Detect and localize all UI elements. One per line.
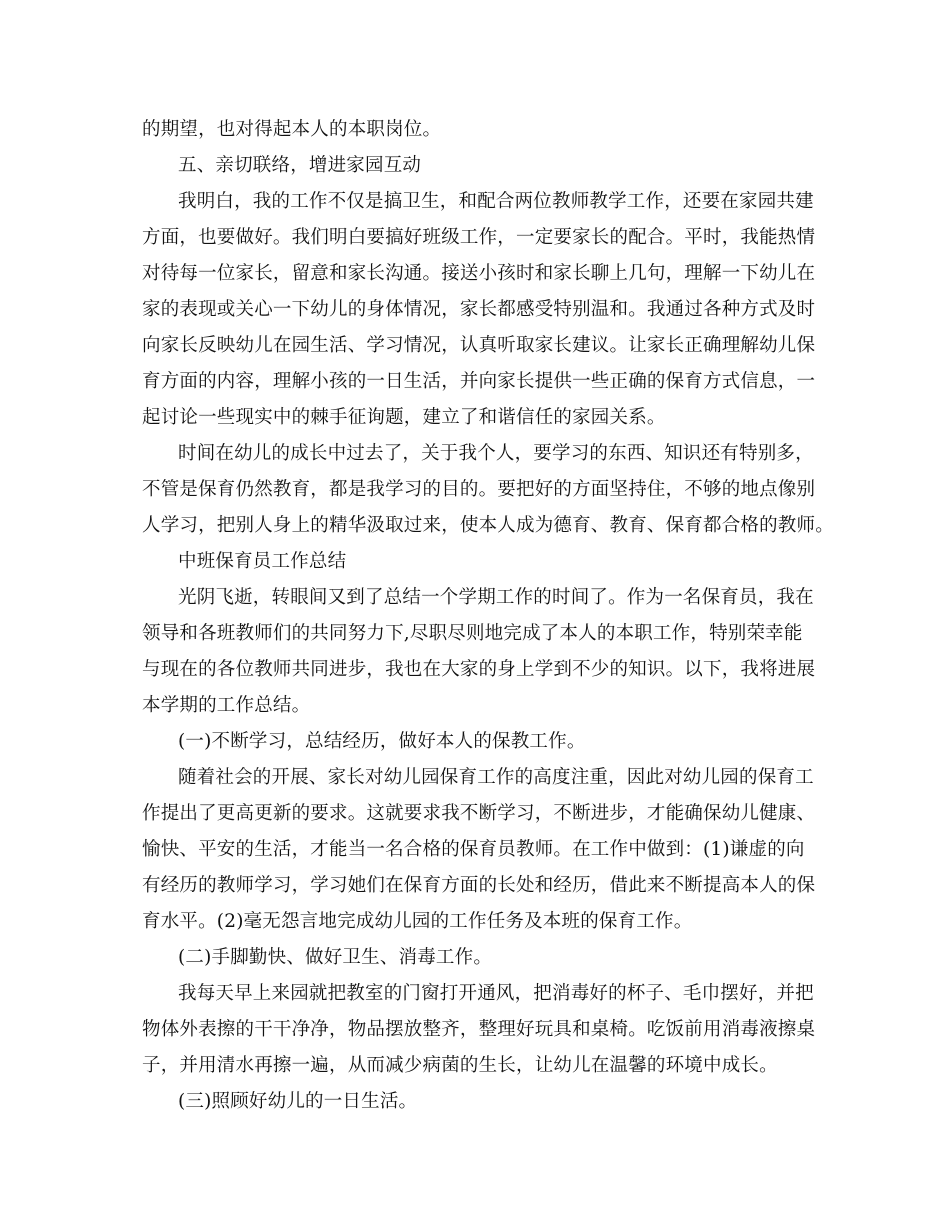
text-line: 方面，也要做好。我们明白要搞好班级工作，一定要家长的配合。平时，我能热情 [142,227,816,248]
section-heading: 五、亲切联络，增进家园互动 [178,155,422,176]
text-line: 我明白，我的工作不仅是搞卫生，和配合两位教师教学工作，还要在家园共建 [178,191,814,212]
text-line: 有经历的教师学习，学习她们在保育方面的长处和经历，借此来不断提高本人的保 [142,875,816,896]
text-line: 随着社会的开展、家长对幼儿园保育工作的高度注重，因此对幼儿园的保育工 [178,767,814,788]
section-heading: (一)不断学习，总结经历，做好本人的保教工作。 [178,731,586,752]
text-line: 的期望，也对得起本人的本职岗位。 [142,119,442,140]
section-heading: 中班保育员工作总结 [178,551,347,572]
text-line: 家的表现或关心一下幼儿的身体情况，家长都感受特别温和。我通过各种方式及时 [142,299,816,320]
text-line: 作提出了更高更新的要求。这就要求我不断学习，不断进步，才能确保幼儿健康、 [142,803,816,824]
text-line: 物体外表擦的干干净净，物品摆放整齐，整理好玩具和桌椅。吃饭前用消毒液擦桌 [142,1019,816,1040]
text-line: 人学习，把别人身上的精华汲取过来，使本人成为德育、教育、保育都合格的教师。 [142,515,834,536]
text-line: 向家长反映幼儿在园生活、学习情况，认真听取家长建议。让家长正确理解幼儿保 [142,335,816,356]
text-line: 不管是保育仍然教育，都是我学习的目的。要把好的方面坚持住，不够的地点像别 [142,479,816,500]
text-line: 起讨论一些现实中的棘手征询题，建立了和谐信任的家园关系。 [142,407,666,428]
text-line: 育水平。(2)毫无怨言地完成幼儿园的工作任务及本班的保育工作。 [142,911,693,932]
section-heading: (二)手脚勤快、做好卫生、消毒工作。 [178,947,493,968]
text-line: 与现在的各位教师共同进步，我也在大家的身上学到不少的知识。以下，我将进展 [142,659,816,680]
text-line: 光阴飞逝，转眼间又到了总结一个学期工作的时间了。作为一名保育员，我在 [178,587,814,608]
text-line: 领导和各班教师们的共同努力下,尽职尽则地完成了本人的本职工作，特别荣幸能 [142,623,803,644]
text-line: 本学期的工作总结。 [142,695,311,716]
text-line: 时间在幼儿的成长中过去了，关于我个人，要学习的东西、知识还有特别多， [178,443,814,464]
text-line: 子，并用清水再擦一遍，从而减少病菌的生长，让幼儿在温馨的环境中成长。 [142,1055,778,1076]
text-line: 我每天早上来园就把教室的门窗打开通风，把消毒好的杯子、毛巾摆好，并把 [178,983,814,1004]
text-line: 对待每一位家长，留意和家长沟通。接送小孩时和家长聊上几句，理解一下幼儿在 [142,263,816,284]
text-line: 育方面的内容，理解小孩的一日生活，并向家长提供一些正确的保育方式信息，一 [142,371,816,392]
section-heading: (三)照顾好幼儿的一日生活。 [178,1091,418,1112]
text-line: 愉快、平安的生活，才能当一名合格的保育员教师。在工作中做到：(1)谦虚的向 [142,839,805,860]
